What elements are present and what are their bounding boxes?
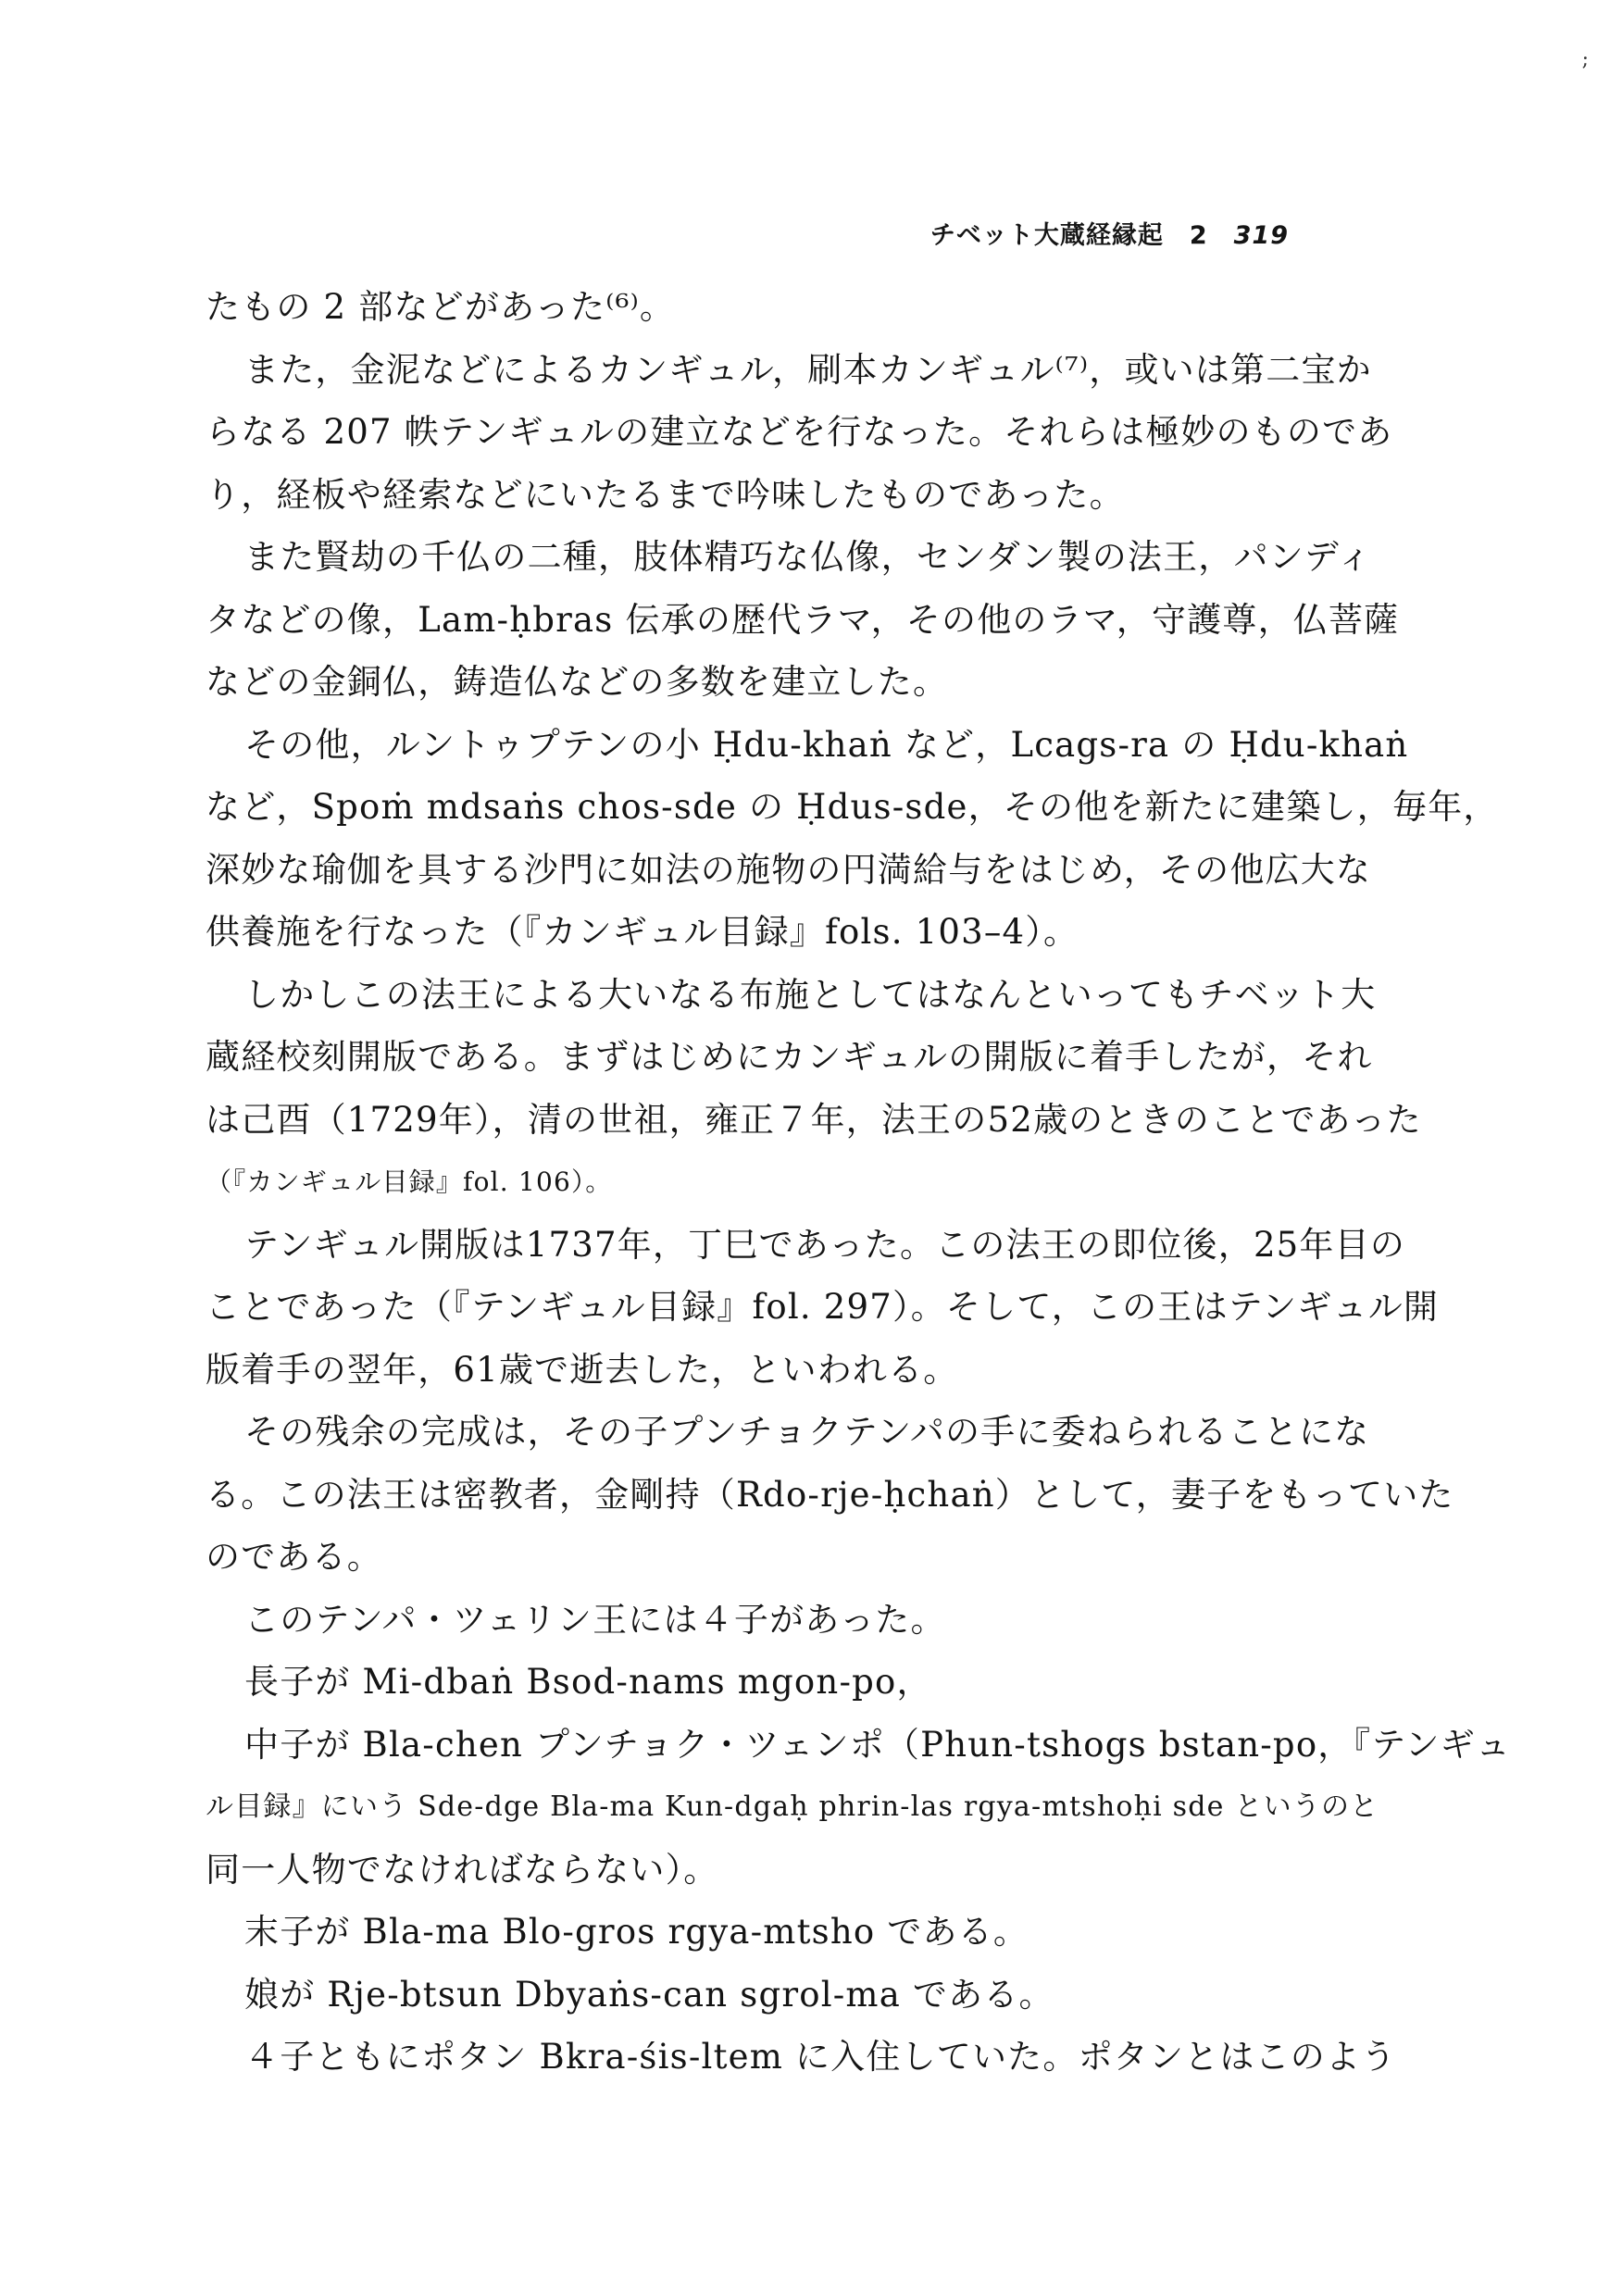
text-line: 同一人物でなければならない）。 — [206, 1849, 719, 1890]
text-line: その残余の完成は，その子プンチョクテンパの手に委ねられることにな — [244, 1412, 1370, 1452]
text-line: 末子が Bla-ma Blo-gros rgya-mtsho である。 — [244, 1912, 1029, 1952]
text-line: （『カンギュル目録』fol. 106）。 — [206, 1167, 613, 1197]
text-line: らなる 207 帙テンギュルの建立などを行なった。それらは極妙のものであ — [206, 412, 1393, 452]
running-header — [930, 215, 1289, 251]
text-line: その他，ルントゥプテンの小 Ḥdu-khaṅ など，Lcags-ra の Ḥdu-khaṅ — [244, 724, 1409, 765]
text-line: 深妙な瑜伽を具する沙門に如法の施物の円満給与をはじめ，その他広大な — [206, 849, 1372, 890]
text-line: は己酉（1729年），清の世祖，雍正７年，法王の52歳のときのことであった — [206, 1099, 1422, 1140]
text-line: たもの 2 部などがあった⁽⁶⁾。 — [206, 287, 676, 327]
text-line: 娘が Rje-btsun Dbyaṅs-can sgrol-ma である。 — [244, 1974, 1054, 2015]
text-line: ことであった（『テンギュル目録』fol. 297）。そして，この王はテンギュル開 — [206, 1287, 1440, 1327]
text-line: このテンパ・ツェリン王には４子があった。 — [244, 1599, 946, 1640]
page-number: 319 — [1233, 221, 1289, 250]
text-line: などの金銅仏，鋳造仏などの多数を建立した。 — [206, 662, 949, 702]
text-line: テンギュル開版は1737年，丁巳であった。この法王の即位後，25年目の — [244, 1224, 1406, 1265]
text-line: り，経板や経索などにいたるまで吟味したものであった。 — [206, 474, 1125, 515]
text-line: 蔵経校刻開版である。まずはじめにカンギュルの開版に着手したが，それ — [206, 1037, 1373, 1077]
text-line: ４子ともにポタン Bkra-śis-ltem に入住していた。ポタンとはこのよう — [244, 2037, 1397, 2077]
body-text — [206, 276, 1512, 2089]
text-line: など，Spoṁ mdsaṅs chos-sde の Ḥdus-sde，その他を新たに建築し，毎年， — [206, 787, 1499, 827]
text-line: のである。 — [206, 1537, 382, 1577]
text-line: 供養施を行なった（『カンギュル目録』fols. 103–4）。 — [206, 912, 1079, 952]
text-line: 版着手の翌年，61歳で逝去した，といわれる。 — [206, 1349, 959, 1390]
corner-mark: ; — [1581, 48, 1589, 71]
text-line: また，金泥などによるカンギュル，刷本カンギュル⁽⁷⁾，或いは第二宝か — [244, 349, 1372, 390]
text-line: る。この法王は密教者，金剛持（Rdo-rje-ḥchaṅ）として，妻子をもっていた — [206, 1474, 1454, 1515]
text-line: ル目録』にいう Sde-dge Bla-ma Kun-dgaḥ phrin-las rgya-mtshoḥi sde というのと — [206, 1791, 1379, 1823]
text-line: また賢劫の千仏の二種，肢体精巧な仏像，センダン製の法王，パンディ — [244, 537, 1373, 577]
text-line: 長子が Mi-dbaṅ Bsod-nams mgon-po， — [244, 1662, 932, 1702]
text-line: しかしこの法王による大いなる布施としてはなんといってもチベット大 — [244, 974, 1377, 1015]
text-line: タなどの像，Lam-ḥbras 伝承の歴代ラマ，その他のラマ，守護尊，仏菩薩 — [206, 599, 1400, 640]
text-line: 中子が Bla-chen プンチョク・ツェンポ（Phun-tshogs bstan-po，『テンギュ — [244, 1724, 1512, 1765]
header-title: チベット大蔵経縁起 2 — [930, 221, 1208, 250]
